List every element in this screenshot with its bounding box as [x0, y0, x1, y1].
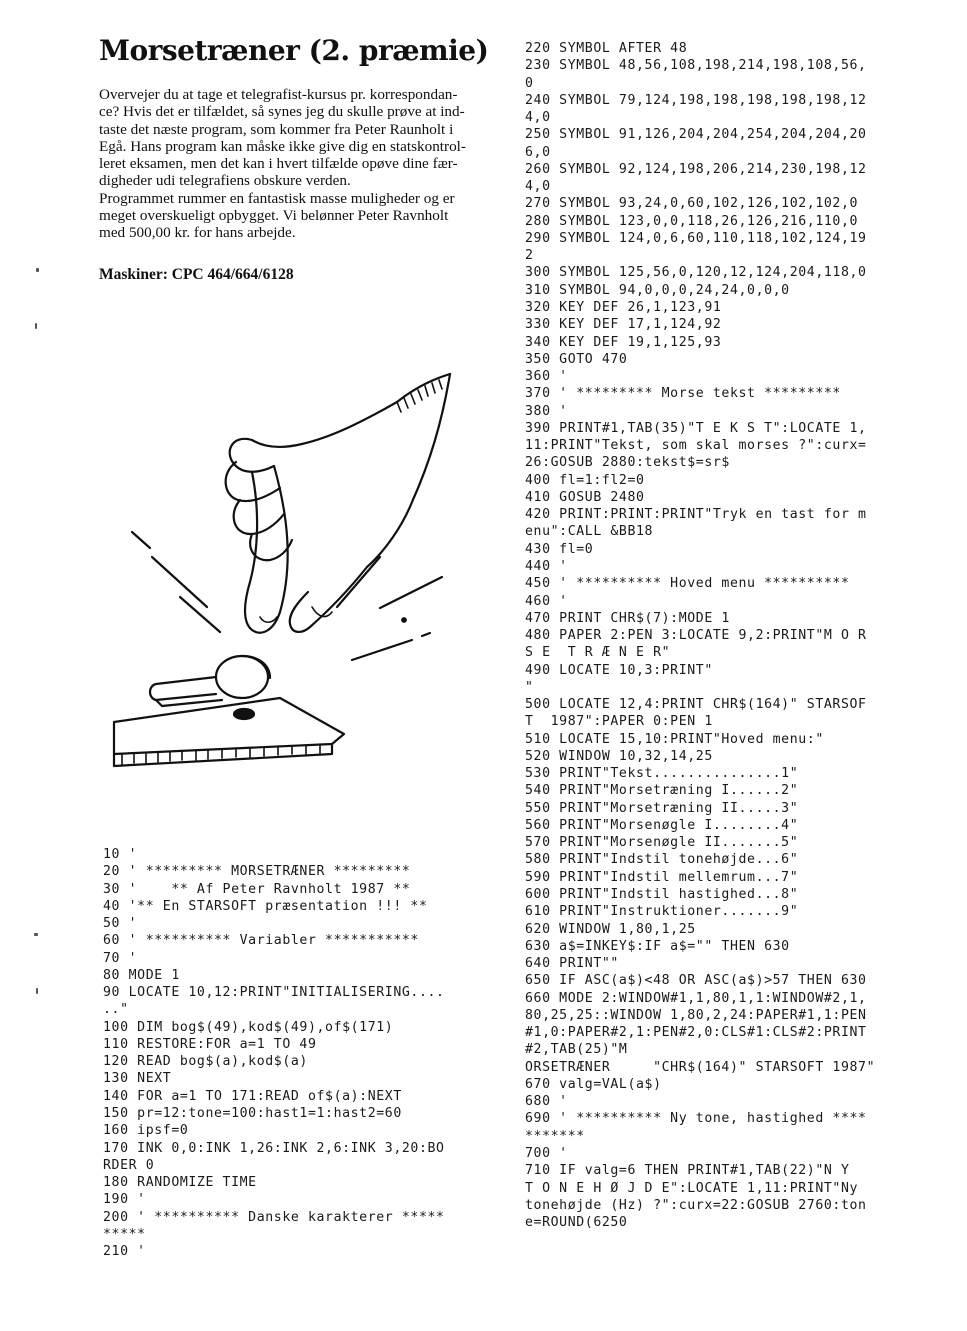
intro-line: Egå. Hans program kan måske ikke give dig en statskontrol- [99, 137, 466, 155]
code-line: #1,0:PAPER#2,1:PEN#2,0:CLS#1:CLS#2:PRINT [525, 1025, 867, 1041]
code-line: 180 RANDOMIZE TIME [103, 1175, 257, 1191]
code-line: 70 ' [103, 950, 138, 966]
code-line: 280 SYMBOL 123,0,0,118,26,126,216,110,0 [525, 213, 859, 229]
code-line: 660 MODE 2:WINDOW#1,1,80,1,1:WINDOW#2,1, [525, 990, 867, 1006]
code-listing-left [103, 846, 445, 1260]
code-line: 150 pr=12:tone=100:hast1=1:hast2=60 [103, 1105, 402, 1121]
code-line: 4,0 [525, 110, 551, 126]
code-line: 26:GOSUB 2880:tekst$=sr$ [525, 455, 730, 471]
code-line: 530 PRINT"Tekst...............1" [525, 766, 799, 782]
code-line: ORSETRÆNER "CHR$(164)" STARSOFT 1987" [525, 1059, 876, 1075]
code-line: 80,25,25::WINDOW 1,80,2,24:PAPER#1,1:PEN [525, 1007, 867, 1023]
code-line: 490 LOCATE 10,3:PRINT" [525, 662, 713, 678]
code-line: 270 SYMBOL 93,24,0,60,102,126,102,102,0 [525, 196, 859, 212]
code-line: 610 PRINT"Instruktioner.......9" [525, 904, 799, 920]
code-line: 30 ' ** Af Peter Ravnholt 1987 ** [103, 881, 411, 897]
scan-speck [36, 988, 38, 994]
code-line: 10 ' [103, 847, 138, 862]
code-line: 370 ' ********* Morse tekst ********* [525, 386, 841, 402]
intro-line: taste det næste program, som kommer fra Peter Raunholt i [99, 120, 454, 138]
code-line: 670 valg=VAL(a$) [525, 1076, 662, 1092]
code-line: 430 fl=0 [525, 541, 594, 557]
code-line: .." [103, 1002, 129, 1018]
code-line: 390 PRINT#1,TAB(35)"T E K S T":LOCATE 1, [525, 420, 867, 436]
code-line: 450 ' ********** Hoved menu ********** [525, 576, 850, 592]
intro-line: Programmet rummer en fantastisk masse muligheder og er [99, 189, 455, 207]
code-line: T O N E H Ø J D E":LOCATE 1,11:PRINT"Ny [525, 1180, 859, 1196]
code-line: 600 PRINT"Indstil hastighed...8" [525, 887, 799, 903]
code-line: 710 IF valg=6 THEN PRINT#1,TAB(22)"N Y [525, 1163, 850, 1179]
code-line: 4,0 [525, 179, 551, 195]
code-line: 330 KEY DEF 17,1,124,92 [525, 317, 722, 333]
code-line: 50 ' [103, 916, 138, 932]
code-line: 580 PRINT"Indstil tonehøjde...6" [525, 852, 799, 868]
code-line: 470 PRINT CHR$(7):MODE 1 [525, 610, 730, 626]
code-line: 640 PRINT"" [525, 956, 619, 972]
code-line: 520 WINDOW 10,32,14,25 [525, 748, 713, 764]
code-line: " [525, 679, 534, 695]
intro-line: digheder udi telegrafiens obskure verden. [99, 172, 351, 190]
code-line: e=ROUND(6250 [525, 1215, 628, 1231]
code-line: 540 PRINT"Morsetræning I......2" [525, 783, 799, 799]
intro-line: med 500,00 kr. for hans arbejde. [99, 224, 296, 242]
scan-speck [34, 933, 38, 936]
code-line: 290 SYMBOL 124,0,6,60,110,118,102,124,19 [525, 230, 867, 246]
code-line: 20 ' ********* MORSETRÆNER ********* [103, 864, 411, 880]
code-line: 440 ' [525, 558, 568, 574]
code-line: 420 PRINT:PRINT:PRINT"Tryk en tast for m [525, 507, 867, 523]
code-line: 130 NEXT [103, 1071, 172, 1087]
code-line: 100 DIM bog$(49),kod$(49),of$(171) [103, 1019, 394, 1035]
code-line: 510 LOCATE 15,10:PRINT"Hoved menu:" [525, 731, 824, 747]
code-line: 360 ' [525, 369, 568, 385]
code-line: #2,TAB(25)"M [525, 1042, 628, 1058]
code-line: 90 LOCATE 10,12:PRINT"INITIALISERING.... [103, 985, 445, 1001]
code-line: 410 GOSUB 2480 [525, 489, 645, 505]
code-line: 220 SYMBOL AFTER 48 [525, 41, 688, 56]
code-line: 460 ' [525, 593, 568, 609]
code-line: 340 KEY DEF 19,1,125,93 [525, 334, 722, 350]
code-line: 620 WINDOW 1,80,1,25 [525, 921, 696, 937]
code-line: 560 PRINT"Morsenøgle I........4" [525, 817, 799, 833]
code-line: 260 SYMBOL 92,124,198,206,214,230,198,12 [525, 161, 867, 177]
scan-speck [35, 323, 37, 329]
code-line: 690 ' ********** Ny tone, hastighed **** [525, 1111, 867, 1127]
code-line: T 1987":PAPER 0:PEN 1 [525, 714, 713, 730]
code-line: 700 ' [525, 1146, 568, 1161]
code-line: 0 [525, 75, 534, 91]
hand-pressing-morse-key-icon [112, 362, 520, 777]
code-line: 40 '** En STARSOFT præsentation !!! ** [103, 898, 428, 914]
code-line: 550 PRINT"Morsetræning II.....3" [525, 800, 799, 816]
code-line: 140 FOR a=1 TO 171:READ of$(a):NEXT [103, 1088, 402, 1104]
code-line: S E T R Æ N E R" [525, 645, 671, 661]
code-line: 170 INK 0,0:INK 1,26:INK 2,6:INK 3,20:BO [103, 1140, 445, 1156]
code-line: 250 SYMBOL 91,126,204,204,254,204,204,20 [525, 127, 867, 143]
code-line: 240 SYMBOL 79,124,198,198,198,198,198,12 [525, 92, 867, 108]
code-line: 2 [525, 248, 534, 264]
code-line: 230 SYMBOL 48,56,108,198,214,198,108,56, [525, 58, 867, 74]
code-line: 11:PRINT"Tekst, som skal morses ?":curx= [525, 438, 867, 454]
code-line: enu":CALL &BB18 [525, 524, 654, 540]
code-line: 60 ' ********** Variabler *********** [103, 933, 419, 949]
code-line: 480 PAPER 2:PEN 3:LOCATE 9,2:PRINT"M O R [525, 628, 867, 644]
code-line: 650 IF ASC(a$)<48 OR ASC(a$)>57 THEN 630 [525, 973, 867, 989]
machines-line: Maskiner: CPC 464/664/6128 [99, 266, 294, 283]
code-line: 110 RESTORE:FOR a=1 TO 49 [103, 1036, 317, 1052]
code-line: 350 GOTO 470 [525, 351, 628, 367]
code-line: 6,0 [525, 144, 551, 160]
code-line: 570 PRINT"Morsenøgle II.......5" [525, 835, 799, 851]
code-line: 190 ' [103, 1192, 146, 1208]
intro-line: ce? Hvis det er tilfældet, så synes jeg du skulle prøve at ind- [99, 103, 465, 121]
code-line: ***** [103, 1226, 146, 1242]
code-line: RDER 0 [103, 1157, 155, 1173]
code-line: 630 a$=INKEY$:IF a$="" THEN 630 [525, 938, 790, 954]
code-line: 310 SYMBOL 94,0,0,0,24,24,0,0,0 [525, 282, 790, 298]
code-line: 120 READ bog$(a),kod$(a) [103, 1054, 308, 1070]
code-line: 160 ipsf=0 [103, 1123, 189, 1139]
code-line: 200 ' ********** Danske karakterer ***** [103, 1209, 445, 1225]
scan-speck [36, 268, 39, 272]
code-line: 500 LOCATE 12,4:PRINT CHR$(164)" STARSOF [525, 697, 867, 713]
code-line: 380 ' [525, 403, 568, 419]
code-line: 590 PRINT"Indstil mellemrum...7" [525, 869, 799, 885]
intro-paragraph [99, 86, 517, 242]
code-line: tonehøjde (Hz) ?":curx=22:GOSUB 2760:ton [525, 1197, 867, 1213]
intro-line: meget overskueligt opbygget. Vi belønner Peter Ravnholt [99, 207, 449, 225]
code-line: 320 KEY DEF 26,1,123,91 [525, 299, 722, 315]
intro-line: leret eksamen, men det kan i hvert tilfælde opøve dine fær- [99, 155, 458, 173]
code-line: 400 fl=1:fl2=0 [525, 472, 645, 488]
code-line: 80 MODE 1 [103, 967, 180, 983]
code-listing-right [525, 40, 875, 1231]
intro-line: Overvejer du at tage et telegrafist-kursus pr. korrespondan- [99, 86, 458, 103]
code-line: 680 ' [525, 1094, 568, 1110]
code-line: 300 SYMBOL 125,56,0,120,12,124,204,118,0 [525, 265, 867, 281]
article-title: Morsetræner (2. præmie) [99, 34, 489, 67]
code-line: 210 ' [103, 1244, 146, 1260]
code-line: ******* [525, 1128, 585, 1144]
